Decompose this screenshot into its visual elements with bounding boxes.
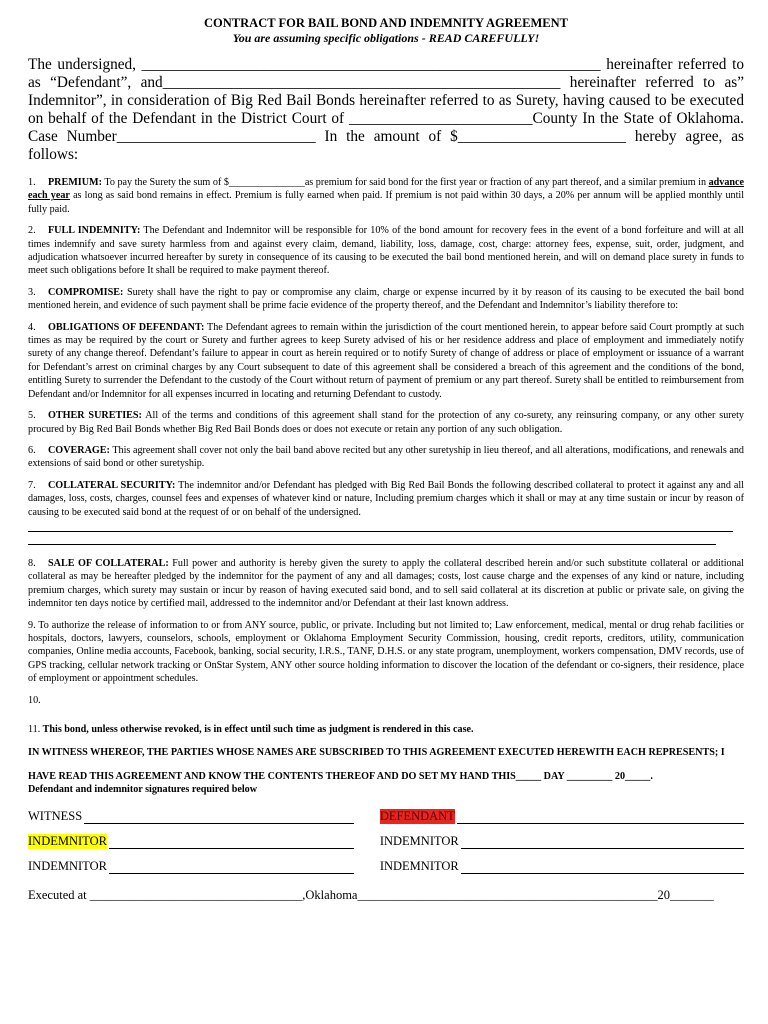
indemnitor-label: INDEMNITOR — [379, 858, 459, 873]
clause-text: Full power and authority is hereby given the surety to apply the collateral described herein and/or such substitute collateral or additional collateral as may be hereafter pledged by the indemnitor for the payment of any and all damages; costs, lost cause charge and the expenses of any kind or nature, including premium charges, which surety may sustain or incur by reason of having executed said bond, and to sell said collateral at its discretion at public or private sale, on giving the indemnitor ten days notice by certified mail, addressed to the indemnitor and/or Defendant at their last known address. — [28, 557, 744, 610]
clause-number: 1. — [28, 177, 36, 188]
clause-number: 3. — [28, 286, 36, 298]
clause-heading: OBLIGATIONS OF DEFENDANT: — [48, 321, 205, 333]
clause-obligations — [28, 321, 744, 401]
clause-heading: OTHER SURETIES: — [48, 410, 142, 422]
clause-release-info — [28, 619, 744, 686]
clause-ten — [28, 694, 744, 707]
clause-number: 10. — [28, 694, 41, 706]
clause-text: The Defendant and Indemnitor will be responsible for 10% of the bond amount for recovery fees in the event of a bond forfeiture and will at all times indemnify and save surety harmless from and against every claim, demand, liability, loss, damage, cost, charge: attorney fees, expense, suit, order, judgment, and adjudication whatsoever incurred hereafter by surety in consequence of its causing to be executed the bail bond mentioned herein, and will on demand place surety in funds to meet such obligations before It shall be required to make payment thereof. — [28, 225, 744, 277]
clause-text: The indemnitor and/or Defendant has pledged with Big Red Bail Bonds the following described collateral to protect it against any and all damages, loss, costs, charges, counsel fees and expenses of whatever kind or nature, Including premium charges which it shall or may at any time sustain or incur by reason of causing to be executed said bond at the request of or on behalf of the undersigned. — [28, 479, 744, 518]
clause-eleven — [28, 723, 744, 736]
clause-number: 2. — [28, 225, 36, 237]
witness-label: WITNESS — [28, 808, 83, 823]
clause-text: To authorize the release of information to or from ANY source, public, or private. Including but not limited to; Law enforcement, medical, mental or drug rehab facilities or hospitals, doctors, lawyers, counselors, schools, employment or Oklahoma Employment Security Commission, housing, credit reports, creditors, utility, communication companies, Online media accounts, Facebook, banking, social security, I.R.S., TANF, D.H.S. or any state program, unemployment, workers compensation, DMV records, use of GPS tracking, cellular network tracking or OnStar System, ANY other source holding information to discover the location of the defendant or co-signers, their residence, place of employment or appointment schedules. — [28, 619, 744, 685]
clause-heading: PREMIUM: — [48, 177, 102, 188]
clause-heading: COLLATERAL SECURITY: — [48, 479, 176, 491]
clause-number: 8. — [28, 557, 36, 569]
clause-number: 5. — [28, 410, 36, 422]
clause-heading: FULL INDEMNITY: — [48, 225, 141, 237]
defendant-signature[interactable] — [380, 809, 744, 824]
indemnitor-label: INDEMNITOR — [28, 858, 107, 873]
clause-text: This bond, unless otherwise revoked, is in effect until such time as judgment is rendered in this case. — [40, 724, 474, 735]
clause-text: The Defendant agrees to remain within the jurisdiction of the court mentioned herein, to appear before said Court promptly at such times as may be required by the court or Surety and further agrees to keep Surety advised of his or her residence address and place of employment and immediately notify surety of any change thereof. Defendant’s failure to appear in court as herein required or to notify Surety of change of address or place of employment or issuance of a warrant for Defendant’s arrest on criminal charges by any Court subsequent to date of this agreement shall be considered a breach of this agreement and the conditions of the bond, entitling Surety to surrender the Defendant to the custody of the Court without return of payment of premium or any part thereof. Surety shall be entitled to reimbursement from Defendant and/or Indemnitor for all expenses incurred in locating and returning Defendant to custody. — [28, 321, 745, 400]
collateral-blank-line[interactable] — [28, 532, 716, 545]
executed-at-line: Executed at __________________________________,Oklahoma________________________________________________20_______ — [28, 887, 714, 902]
clause-text: This agreement shall cover not only the bail band above recited but any other suretyship in lieu thereof, and all alterations, modifications, and renewals and extensions of said bond or other suretyship. — [28, 444, 744, 470]
signature-row — [28, 809, 744, 824]
clause-sale-of-collateral — [28, 557, 744, 611]
witness-statement: IN WITNESS WHEREOF, THE PARTIES WHOSE NAMES ARE SUBSCRIBED TO THIS AGREEMENT EXECUTED HEREWITH EACH REPRESENTS; I — [28, 747, 725, 759]
clause-heading: COMPROMISE: — [48, 286, 124, 298]
read-statement — [28, 770, 744, 797]
indemnitor-signature[interactable] — [380, 859, 744, 874]
document-title: CONTRACT FOR BAIL BOND AND INDEMNITY AGREEMENT — [204, 16, 568, 30]
clause-number: 9. — [28, 619, 36, 631]
clause-text: as long as said bond remains in effect. Premium is fully earned when paid. If premium is not paid within 30 days, a 20% per annum will be applied monthly until fully paid. — [28, 190, 745, 215]
clause-text: Surety shall have the right to pay or compromise any claim, charge or expense incurred by it by reason of its causing to be executed the bail bond mentioned herein, and evidence of such payment shall be prime facie evidence of the property thereof, and the Defendant and Indemnitor’s liability therefore to: — [28, 286, 744, 312]
collateral-blank-line[interactable] — [28, 519, 733, 532]
indemnitor-label: INDEMNITOR — [379, 833, 459, 848]
indemnitor-label: INDEMNITOR — [28, 833, 107, 848]
indemnitor-signature[interactable] — [28, 834, 354, 849]
signature-line[interactable] — [84, 811, 354, 824]
signature-line[interactable] — [109, 836, 354, 849]
clause-full-indemnity — [28, 224, 744, 278]
clause-emphasis: advance each year — [28, 177, 744, 202]
signature-line[interactable] — [461, 836, 744, 849]
signature-note: Defendant and indemnitor signatures required below — [28, 784, 258, 796]
clause-other-sureties — [28, 409, 744, 436]
indemnitor-signature[interactable] — [380, 834, 744, 849]
document-subtitle: You are assuming specific obligations - READ CAREFULLY! — [232, 31, 540, 45]
clause-text: To pay the Surety the sum of $_______________as premium for said bond for the first year or fraction of any part thereof, and a similar premium in — [102, 177, 709, 188]
defendant-label: DEFENDANT — [379, 808, 455, 823]
clause-heading: SALE OF COLLATERAL: — [48, 557, 169, 569]
clause-number: 11. — [28, 724, 41, 735]
clause-text: All of the terms and conditions of this agreement shall stand for the protection of any co-surety, any reinsuring company, or any other surety procured by Big Red Bail Bonds whether Big Red Bail Bonds does or does not execute or retain any portion of any such obligation. — [28, 410, 744, 435]
signature-line[interactable] — [109, 861, 354, 874]
witness-signature[interactable] — [28, 809, 354, 824]
clause-heading: COVERAGE: — [48, 444, 110, 456]
clause-collateral-security — [28, 479, 744, 519]
indemnitor-signature[interactable] — [28, 859, 354, 874]
clause-number: 6. — [28, 444, 36, 456]
signature-row — [28, 859, 744, 874]
signature-line[interactable] — [461, 861, 744, 874]
clause-number: 4. — [28, 321, 36, 333]
clause-premium — [28, 176, 744, 216]
signature-line[interactable] — [457, 811, 744, 824]
signature-row — [28, 834, 744, 849]
clause-coverage — [28, 444, 744, 471]
clause-number: 7. — [28, 479, 36, 491]
clause-compromise — [28, 286, 744, 313]
read-text: HAVE READ THIS AGREEMENT AND KNOW THE CONTENTS THEREOF AND DO SET MY HAND THIS_____ DAY _________ 20_____. — [28, 770, 653, 782]
intro-paragraph: The undersigned, ____________________________________________________________ hereinafter referred to as “Defendant”, and____________________________________________________ hereinafter referred to as” Indemnitor”, in consideration of Big Red Bail Bonds hereinafter referred to as Surety, having caused to be executed on behalf of the Defendant in the District Court of ________________________County In the State of Oklahoma. Case Number__________________________ In the amount of $______________________ hereby agree, as follows: — [28, 56, 744, 163]
